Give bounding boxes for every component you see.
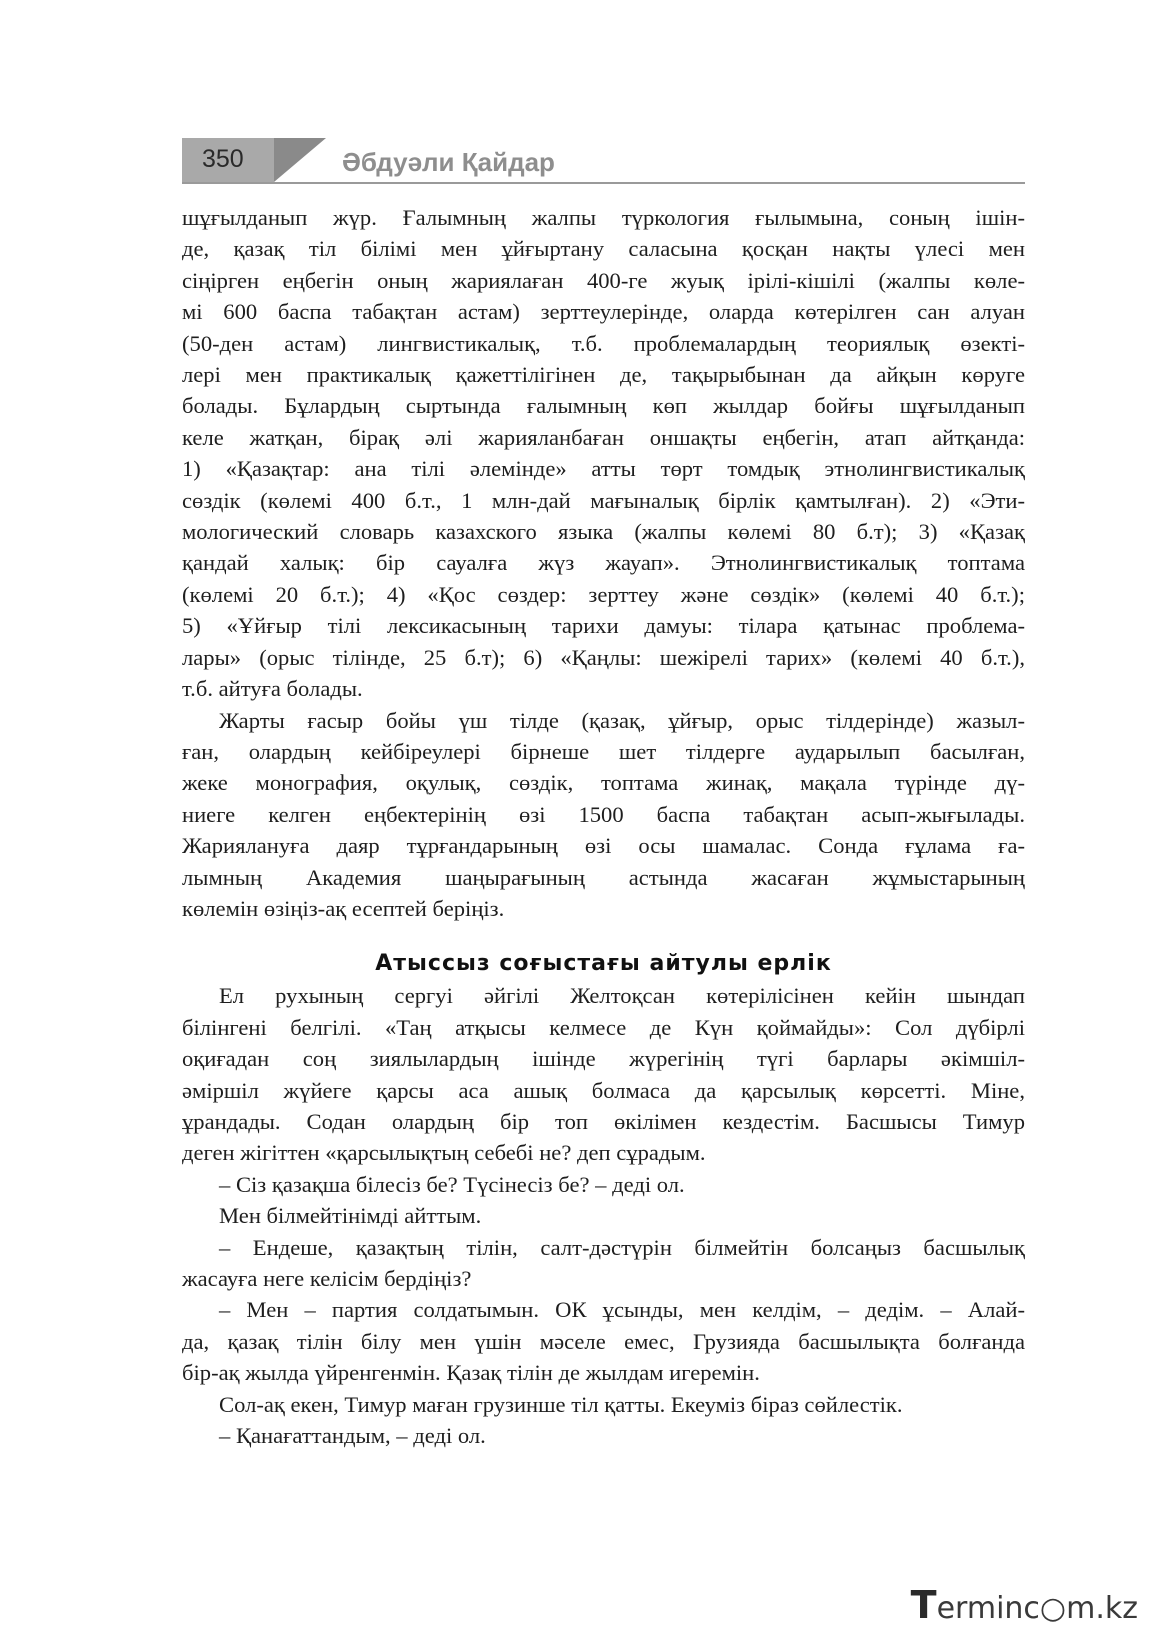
page-body — [182, 202, 1025, 1451]
text-line: – Мен – партия солдатымын. ОК ұсынды, мен келдім, – дедім. – Алай- — [219, 1297, 1025, 1323]
text-line: Мен білмейтінімді айттым. — [219, 1203, 482, 1229]
text-line: ниеге келген еңбектерінің өзі 1500 баспа табақтан асып-жығылады. — [182, 801, 1025, 827]
text-line: болады. Бұлардың сыртында ғалымның көп жылдар бойғы шұғылданып — [182, 393, 1025, 419]
text-line: де, қазақ тіл білімі мен ұйғыртану саласына қосқан нақты үлесі мен — [182, 236, 1025, 262]
text-line: деген жігіттен «қарсылықтың себебі не? деп сұрадым. — [182, 1140, 706, 1166]
watermark-o-mark: ○ — [1039, 1591, 1067, 1626]
paragraph-3 — [182, 980, 1025, 1168]
section-heading: Атыссыз соғыстағы айтулы ерлік — [375, 951, 832, 977]
watermark-letter: T — [910, 1583, 937, 1627]
page-number: 350 — [202, 145, 244, 173]
text-line: ған, олардың кейбіреулері бірнеше шет тілдерге аударылып басылған, — [182, 738, 1025, 764]
text-line: Ел рухының сергуі әйгілі Желтоқсан көтерілісінен кейін шындап — [219, 983, 1025, 1009]
text-line: лымның Академия шаңырағының астында жасаған жұмыстарының — [182, 864, 1025, 890]
text-line: (50-ден астам) лингвистикалық, т.б. проблемалардың теориялық өзекті- — [182, 330, 1025, 356]
author-name: Әбдуәли Қайдар — [342, 147, 555, 177]
dialogue-line-2 — [182, 1200, 1025, 1231]
watermark-suffix: m.kz — [1066, 1591, 1138, 1626]
running-header — [182, 138, 1025, 186]
text-line: 1) «Қазақтар: ана тілі әлемінде» атты төрт томдық этнолингвистикалық — [182, 456, 1025, 482]
text-line: көлемін өзіңіз-ақ есептей беріңіз. — [182, 895, 505, 921]
dialogue-line-1 — [182, 1169, 1025, 1200]
dialogue-line-4 — [182, 1294, 1025, 1388]
dialogue-line-3 — [182, 1232, 1025, 1295]
text-line: (көлемі 20 б.т.); 4) «Қос сөздер: зерттеу және сөздік» (көлемі 40 б.т.); — [182, 581, 1025, 607]
text-line: оқиғадан соң зиялылардың ішінде жүрегінің түгі барлары әкімшіл- — [182, 1046, 1025, 1072]
text-line: Жарты ғасыр бойы үш тілде (қазақ, ұйғыр, орыс тілдерінде) жазыл- — [219, 707, 1025, 733]
paragraph-1 — [182, 202, 1025, 705]
text-line: қандай халық: бір сауалға жүз жауап». Этнолингвистикалық топтама — [182, 550, 1025, 576]
text-line: – Ендеше, қазақтың тілін, салт-дәстүрін білмейтін болсаңыз басшылық — [219, 1234, 1025, 1260]
text-line: сөздік (көлемі 400 б.т., 1 млн-дай мағыналық бірлік қамтылған). 2) «Эти- — [182, 487, 1025, 513]
text-line: т.б. айтуға болады. — [182, 676, 363, 702]
text-line: жеке монография, оқулық, сөздік, топтама жинақ, мақала түрінде дү- — [182, 770, 1025, 796]
header-rule — [182, 182, 1025, 184]
text-line: да, қазақ тілін білу мен үшін мәселе емес, Грузияда басшылықта болғанда — [182, 1328, 1025, 1354]
page-number-tab — [182, 138, 274, 182]
text-line: мі 600 баспа табақтан астам) зерттеулерінде, оларда көтерілген сан алуан — [182, 299, 1025, 325]
dialogue-line-6 — [182, 1420, 1025, 1451]
text-line: – Сіз қазақша білесіз бе? Түсінесіз бе? – деді ол. — [219, 1171, 685, 1197]
text-line: лары» (орыс тілінде, 25 б.т); 6) «Қаңлы: шежірелі тарих» (көлемі 40 б.т.), — [182, 644, 1025, 670]
text-line: Сол-ақ екен, Тимур маған грузинше тіл қатты. Екеуміз біраз сөйлестік. — [219, 1391, 903, 1417]
text-line: лері мен практикалық қажеттілігінен де, тақырыбынан да айқын көруге — [182, 362, 1025, 388]
termincom-watermark — [911, 1583, 1138, 1627]
text-line: сіңірген еңбегін оның жариялаған 400-ге жуық ірілі-кішілі (жалпы көле- — [182, 267, 1025, 293]
text-line: әміршіл жүйеге қарсы аса ашық болмаса да қарсылық көрсетті. Міне, — [182, 1077, 1025, 1103]
text-line: бір-ақ жылда үйренгенмін. Қазақ тілін де жылдам игеремін. — [182, 1360, 760, 1386]
text-line: шұғылданып жүр. Ғалымның жалпы түркология ғылымына, соның ішін- — [182, 205, 1025, 230]
text-line: келе жатқан, бірақ әлі жарияланбаған оншақты еңбегін, атап айтқанда: — [182, 424, 1025, 450]
text-line: – Қанағаттандым, – деді ол. — [219, 1423, 486, 1449]
text-line: 5) «Ұйғыр тілі лексикасының тарихи дамуы: тілара қатынас проблема- — [182, 613, 1025, 639]
text-line: білінгені белгілі. «Таң атқысы келмесе де Күн қоймайды»: Сол дүбірлі — [182, 1014, 1025, 1040]
text-line: жасауға неге келісім бердіңіз? — [182, 1266, 472, 1291]
header-triangle-decoration — [274, 138, 326, 182]
text-line: ұрандады. Содан олардың бір топ өкілімен кездестім. Басшысы Тимур — [182, 1108, 1025, 1134]
text-line: Жариялануға даяр тұрғандарының өзі осы шамалас. Сонда ғұлама ға- — [182, 833, 1025, 859]
paragraph-2 — [182, 705, 1025, 925]
watermark-text: erminc — [936, 1591, 1040, 1626]
dialogue-line-5 — [182, 1389, 1025, 1420]
text-line: мологический словарь казахского языка (жалпы көлемі 80 б.т); 3) «Қазақ — [182, 519, 1025, 545]
